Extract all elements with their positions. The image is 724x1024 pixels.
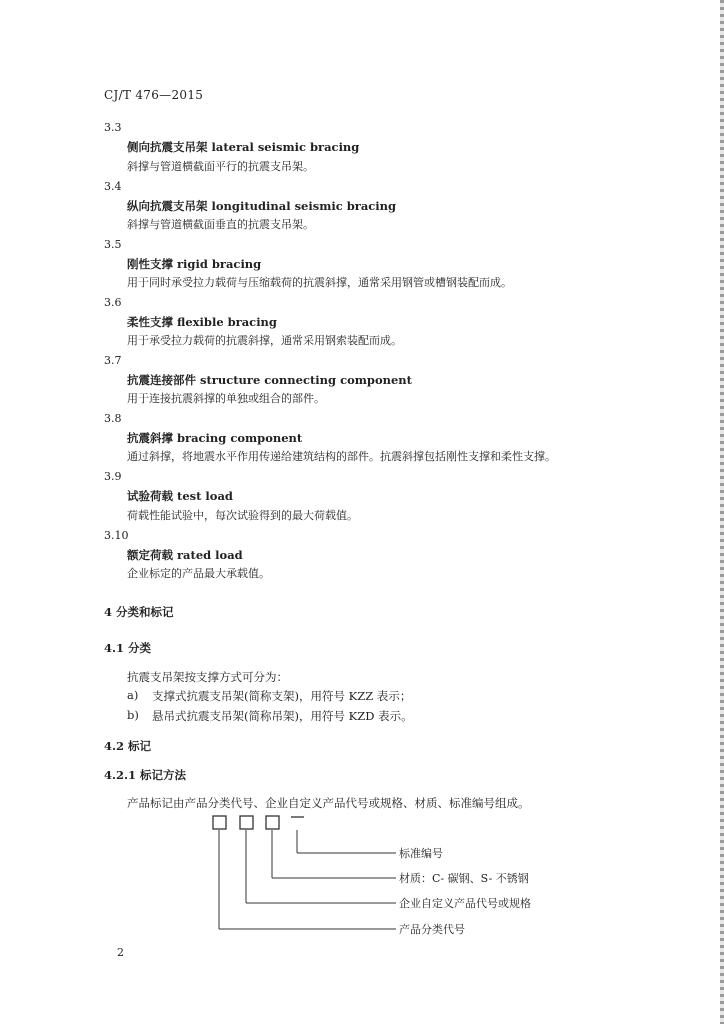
diagram-label-material: 材质：C- 碳钢、S- 不锈钢: [399, 872, 529, 885]
definition-number: 3.9: [104, 470, 122, 483]
definition-text: 用于同时承受拉力载荷与压缩载荷的抗震斜撑，通常采用钢管或槽钢装配而成。: [127, 276, 512, 289]
definition-number: 3.7: [104, 354, 122, 367]
list-marker: b): [127, 708, 139, 722]
definition-term: 刚性支撑 rigid bracing: [127, 257, 262, 271]
subsection-heading: 4.2 标记: [104, 739, 152, 753]
definition-term: 侧向抗震支吊架 lateral seismic bracing: [127, 140, 360, 154]
definition-term: 抗震连接部件 structure connecting component: [127, 373, 412, 387]
definition-text: 荷载性能试验中，每次试验得到的最大荷载值。: [127, 509, 358, 522]
definition-term: 抗震斜撑 bracing component: [127, 431, 303, 445]
list-item: 支撑式抗震支吊架(简称支架)，用符号 KZZ 表示；: [152, 689, 412, 703]
definition-number: 3.8: [104, 412, 122, 425]
diagram-label-standard-number: 标准编号: [399, 847, 443, 860]
definition-text: 斜撑与管道横截面垂直的抗震支吊架。: [127, 218, 314, 231]
definition-text: 企业标定的产品最大承载值。: [127, 567, 270, 580]
list-item: 悬吊式抗震支吊架(简称吊架)，用符号 KZD 表示。: [152, 709, 413, 723]
marking-box-1: [213, 816, 226, 829]
subsection-heading: 4.1 分类: [104, 641, 152, 655]
definition-text: 用于连接抗震斜撑的单独或组合的部件。: [127, 392, 325, 405]
definition-number: 3.10: [104, 529, 129, 542]
section-heading: 4 分类和标记: [104, 605, 174, 619]
marking-boxes: [213, 816, 279, 829]
marking-box-2: [240, 816, 253, 829]
definition-term: 柔性支撑 flexible bracing: [127, 315, 277, 329]
diagram-label-classification-code: 产品分类代号: [399, 923, 465, 936]
definition-number: 3.4: [104, 180, 122, 193]
list-marker: a): [127, 688, 139, 702]
leader-lines: [219, 830, 396, 929]
definition-term: 额定荷载 rated load: [127, 548, 243, 562]
definition-term: 纵向抗震支吊架 longitudinal seismic bracing: [127, 199, 397, 213]
definition-term: 试验荷载 test load: [127, 489, 233, 503]
definition-number: 3.6: [104, 296, 122, 309]
diagram-label-product-code: 企业自定义产品代号或规格: [399, 897, 531, 910]
definition-text: 通过斜撑，将地震水平作用传递给建筑结构的部件。抗震斜撑包括刚性支撑和柔性支撑。: [127, 450, 556, 463]
definition-text: 斜撑与管道横截面平行的抗震支吊架。: [127, 160, 314, 173]
document-code-header: CJ/T 476—2015: [104, 88, 204, 102]
definition-number: 3.5: [104, 238, 122, 251]
paragraph: 抗震支吊架按支撑方式可分为：: [127, 670, 288, 684]
definition-text: 用于承受拉力载荷的抗震斜撑，通常采用钢索装配而成。: [127, 334, 402, 347]
subsubsection-heading: 4.2.1 标记方法: [104, 768, 187, 782]
marking-box-3: [266, 816, 279, 829]
definition-number: 3.3: [104, 121, 122, 134]
page-number: 2: [117, 946, 124, 959]
paragraph: 产品标记由产品分类代号、企业自定义产品代号或规格、材质、标准编号组成。: [127, 796, 530, 810]
